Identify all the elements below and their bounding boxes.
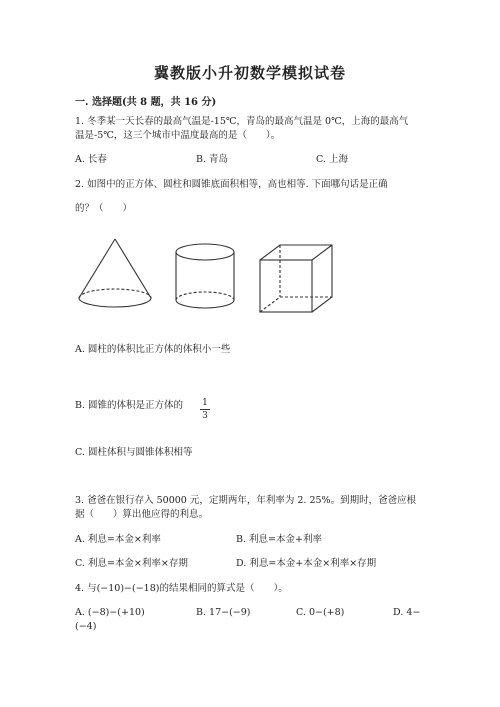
cone-shape bbox=[79, 239, 151, 307]
solids-figure bbox=[70, 232, 340, 322]
question-2-option-b: B. 圆锥的体积是正方体的 bbox=[75, 400, 184, 411]
question-4-option-c: C. 0−(+8) bbox=[296, 607, 345, 618]
question-3-option-a: A. 利息=本金×利率 bbox=[75, 534, 161, 545]
question-1-line-2: 温是-5℃，这三个城市中温度最高的是（ ）。 bbox=[75, 130, 281, 141]
question-1-option-c: C. 上海 bbox=[316, 154, 348, 165]
question-3-option-d: D. 利息=本金+本金×利率×存期 bbox=[236, 558, 377, 569]
question-3-option-c: C. 利息=本金×利率×存期 bbox=[75, 558, 188, 569]
page-title: 冀教版小升初数学模拟试卷 bbox=[153, 64, 346, 82]
fraction-one-third bbox=[200, 398, 210, 421]
fraction-denominator: 3 bbox=[202, 411, 208, 421]
question-4-option-d: D. 4− bbox=[393, 607, 421, 618]
question-3-line-1: 3. 爸爸在银行存入 50000 元，定期两年，年利率为 2. 25%。到期时，爸爸应根 bbox=[75, 495, 417, 506]
question-2-line-2: 的？（ ） bbox=[75, 203, 133, 214]
question-3-option-b: B. 利息=本金+利率 bbox=[236, 534, 322, 545]
question-4-option-d-continued: (−4) bbox=[75, 621, 97, 632]
question-1-option-a: A. 长春 bbox=[75, 154, 107, 165]
section-heading: 一. 选择题(共 8 题，共 16 分) bbox=[75, 97, 217, 108]
question-4-line-1: 4. 与(−10)−(−18)的结果相同的算式是（ ）。 bbox=[75, 583, 288, 594]
fraction-bar bbox=[200, 409, 210, 410]
question-2-option-c: C. 圆柱体积与圆锥体积相等 bbox=[75, 447, 193, 458]
question-2-option-a: A. 圆柱的体积比正方体的体积小一些 bbox=[75, 344, 231, 355]
question-4-option-a: A. (−8)−(+10) bbox=[75, 607, 145, 618]
fraction-numerator: 1 bbox=[202, 398, 208, 408]
question-1-option-b: B. 青岛 bbox=[196, 154, 229, 165]
cube-shape bbox=[260, 245, 332, 312]
question-1-line-1: 1. 冬季某一天长春的最高气温是-15℃，青岛的最高气温是 0℃，上海的最高气 bbox=[75, 116, 409, 127]
cylinder-shape bbox=[176, 244, 234, 308]
question-2-line-1: 2. 如图中的正方体、圆柱和圆锥底面积相等，高也相等. 下面哪句话是正确 bbox=[75, 179, 388, 190]
question-4-option-b: B. 17−(−9) bbox=[196, 607, 251, 618]
question-3-line-2: 据（ ）算出他应得的利息。 bbox=[75, 509, 209, 520]
